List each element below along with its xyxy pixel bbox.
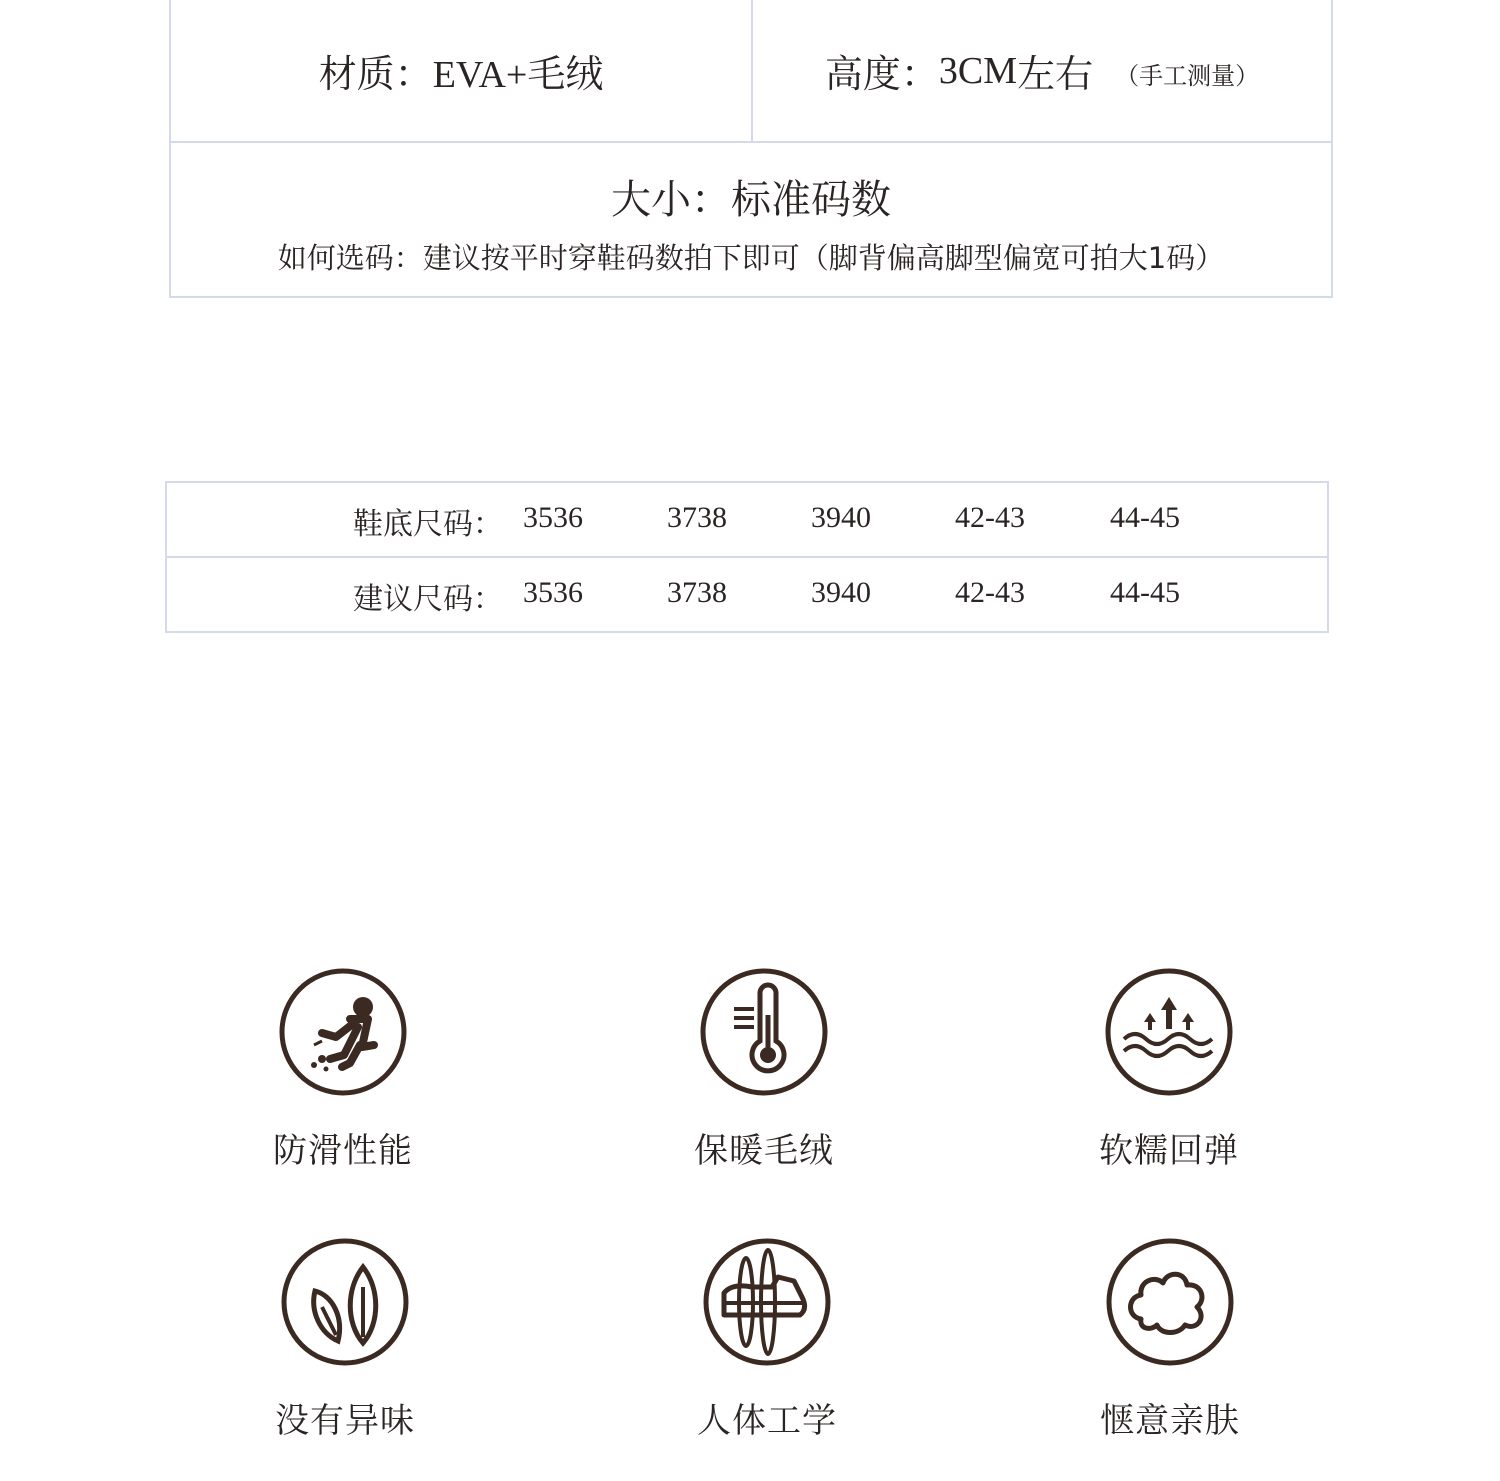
size-cell: 44-45: [1110, 501, 1180, 534]
feature-skin-friendly: [1020, 1237, 1320, 1442]
size-table: [165, 481, 1329, 633]
size-cell: 3738: [667, 576, 727, 609]
anti-slip-icon: [278, 967, 408, 1097]
size-cell: 3940: [811, 501, 871, 534]
size-row-label: 鞋底尺码：: [353, 507, 503, 542]
ergonomic-shoe-icon: [702, 1237, 832, 1367]
feature-label: 惬意亲肤: [1100, 1401, 1240, 1441]
size-guide: 如何选码：建议按平时穿鞋码数拍下即可（脚背偏高脚型偏宽可拍大1码）: [277, 241, 1225, 275]
feature-rebound: [1019, 967, 1319, 1172]
size-row-label: 建议尺码：: [353, 582, 503, 617]
size-cell: 44-45: [1110, 576, 1180, 609]
material-cell: [171, 0, 751, 141]
size-cell: 42-43: [955, 501, 1025, 534]
thermometer-icon: [699, 967, 829, 1097]
feature-label: 人体工学: [697, 1401, 837, 1441]
size-cell: 3940: [811, 576, 871, 609]
height-label: 高度：: [824, 52, 939, 96]
material-label: 材质：: [318, 52, 433, 96]
feature-label: 没有异味: [275, 1401, 415, 1441]
height-note: （手工测量）: [1115, 62, 1260, 90]
feature-label: 防滑性能: [273, 1131, 413, 1171]
rebound-icon: [1104, 967, 1234, 1097]
feature-warmth: [614, 967, 914, 1172]
size-title: 大小：标准码数: [611, 177, 891, 223]
feature-label: 保暖毛绒: [694, 1131, 834, 1171]
size-cell: 3738: [667, 501, 727, 534]
size-cell: 3536: [523, 501, 583, 534]
size-cell: 3536: [523, 576, 583, 609]
feature-label: 软糯回弹: [1099, 1131, 1239, 1171]
spec-row-top: [171, 0, 1331, 143]
table-row: [167, 483, 1327, 558]
feature-anti-slip: [193, 967, 493, 1172]
cotton-cloud-icon: [1105, 1237, 1235, 1367]
feature-no-odor: [195, 1237, 495, 1442]
height-cell: [753, 0, 1331, 141]
leaf-icon: [280, 1237, 410, 1367]
spec-table: [169, 0, 1333, 298]
feature-ergonomic: [617, 1237, 917, 1442]
size-cell: 42-43: [955, 576, 1025, 609]
material-value: EVA+毛绒: [432, 54, 604, 96]
height-suffix: 左右: [1017, 52, 1094, 96]
table-row: [167, 558, 1327, 633]
height-value: 3CM: [938, 49, 1018, 92]
